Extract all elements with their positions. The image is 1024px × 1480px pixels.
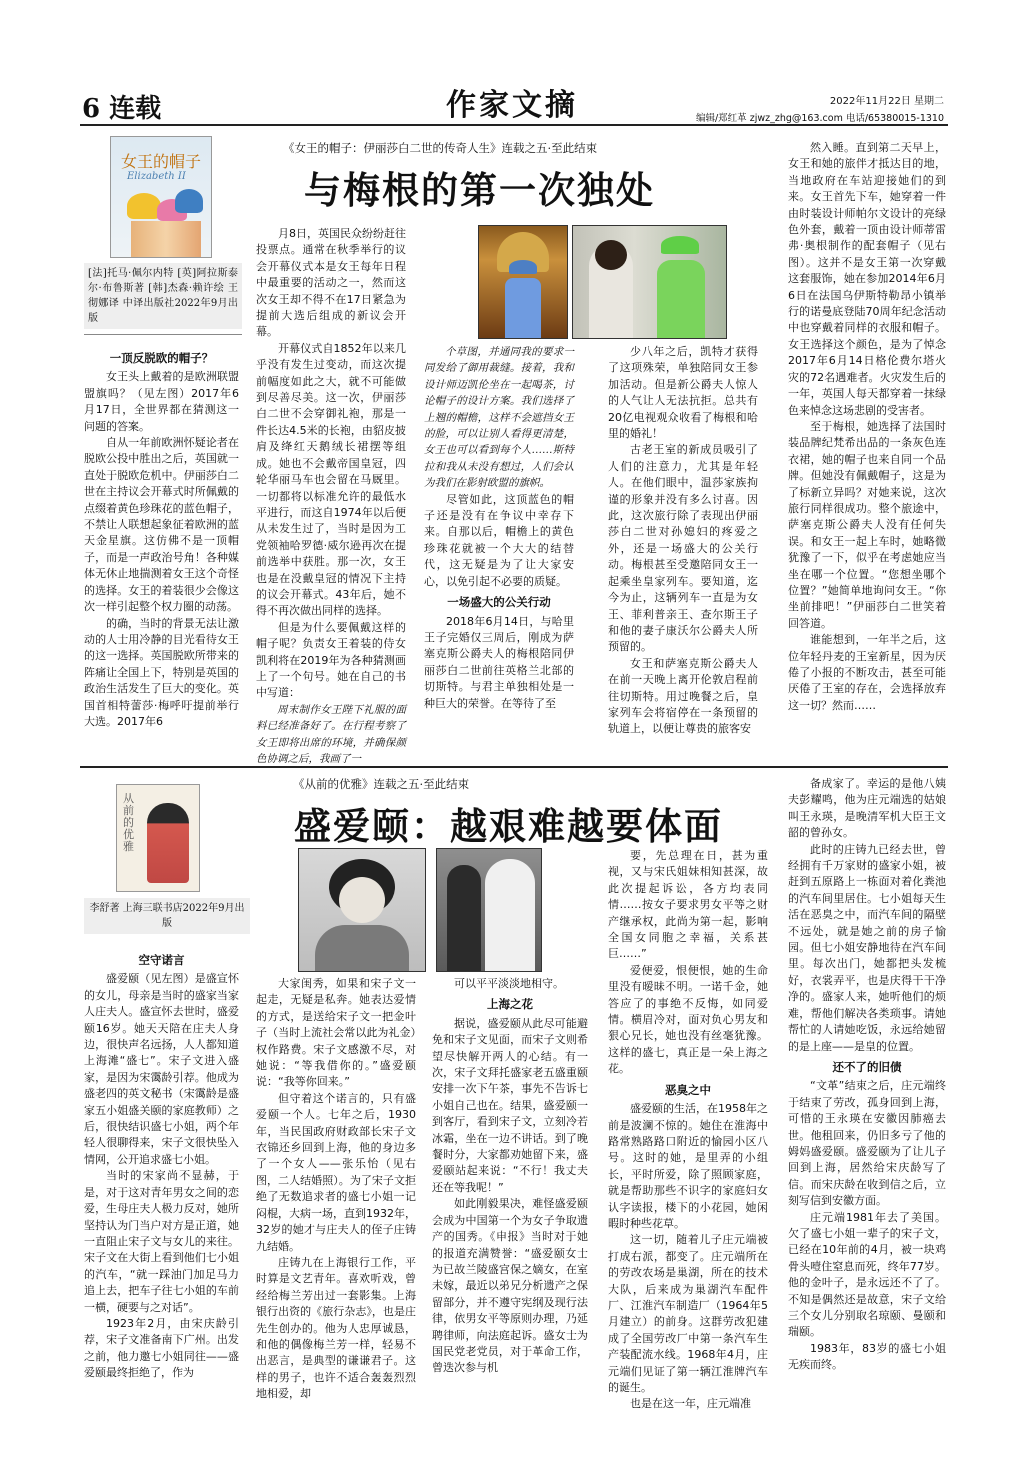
article1-column-2 <box>256 226 406 765</box>
article2-paragraph: 要，先总理在日，甚为重视，又与宋氏姐妹相知甚深，故此次提起诉讼，各方均表同情……按女子要求男女平等之财产继承权，此尚为第一起，影响全国女同胞之幸福，关系甚巨……” <box>608 849 768 961</box>
article1-book-info: [法]托马·佩尔内特 [英]阿拉斯泰尔·布鲁斯著 [韩]杰森·赖许绘 王彻娜译 中译出版社2022年9月出版 <box>84 263 242 329</box>
groom-figure <box>447 865 481 971</box>
article1-column-1 <box>84 346 239 750</box>
article1-paragraph: 古老王室的新成员吸引了人们的注意力，尤其是年轻人。在他们眼中，温莎家族拘谨的形象并没有多么讨喜。因此，这次旅行除了表现出伊丽莎白二世对孙媳妇的疼爱之外，还是一场盛大的公关行动。梅根甚至受邀陪同女王一起乘坐皇家列车。要知道，迄今为止，这辆列车一直是为女王、菲利普亲王、查尔斯王子和他的妻子康沃尔公爵夫人所预留的。 <box>608 443 758 654</box>
article1-paragraph: 少八年之后，凯特才获得了这项殊荣，单独陪同女王参加活动。但是新公爵夫人惊人的人气让人无法抗拒。总共有20亿电视观众收看了梅根和哈里的婚礼！ <box>608 345 758 441</box>
photo-queen-blue-hat <box>478 225 568 339</box>
article2-paragraph: 当时的宋家尚不显赫，于是，对于这对青年男女之间的恋爱，生母庄夫人极力反对，她所坚持认为门当户对方是正道，她一直阻止宋子文与女儿的来往。宋子文在大街上看到他们七小姐的汽车，“就一踩油门加足马力追上去，把车子往七小姐的车前一横，硬要与之对话”。 <box>84 1169 239 1314</box>
article2-paragraph: 如此刚毅果决，难怪盛爱颐会成为中国第一个为女子争取遗产的国秀。《申报》当时对于她的报道充满赞誉：“盛爱颐女士为已故兰陵盛宫保之嫡女，在室未嫁，最近以弟兄分析遗产之保留部分，并不遵守宪纲及现行法律，依男女平等原则办理，乃延聘律师，向法庭起诉。盛女士为国民党老党员，对于革命工作，曾迭次参与机 <box>432 1197 588 1375</box>
green-coat-shape <box>657 260 705 338</box>
editor-contact: 编辑/郑红革 zjwz_zhg@163.com 电话/65380015-1310 <box>695 113 944 124</box>
masthead-logo: 作家文摘 <box>446 88 578 123</box>
article1-paragraph: 开幕仪式自1852年以来几乎没有发生过变动，而这次提前幅度如此之大，就不可能做到尽善尽美。这一次，伊丽莎白二世不会穿御礼袍，那是一件长达4.5米的长袍，由貂皮披肩及绛红天鹅绒长裙摆等组成。她也不会戴帝国皇冠，四轮华丽马车也会留在马厩里。一切都将以标准允许的最低水平进行，而这自1974年以后便从未发生过了，当时是因为工党领袖哈罗德·威尔逊再次在提前选举中获胜。那一次，女王也是在没戴皇冠的情况下主持的议会开幕式。43年后，她不得不再次做出同样的选择。 <box>256 341 406 618</box>
article1-title: 与梅根的第一次独处 <box>304 168 655 212</box>
article1-paragraph: 尽管如此，这顶蓝色的帽子还是没有在争议中幸存下来。自那以后，帽檐上的黄色珍珠花就被一个大大的结替代，这无疑是为了让大家安心，以免引起不必要的质疑。 <box>424 492 574 588</box>
green-hat-shape <box>661 236 699 254</box>
article1-quote: 个草图，并通同我的要求一同发给了御用裁缝。接着，我和设计师迈凯伦坐在一起喝茶，讨论帽子的设计方案。我们选择了上翘的帽檐，这样不会遮挡女王的脸，可以让别人看得更清楚，女王也可以看到每个人……斯特拉和我从未没有想过，人们会认为我们在影射欧盟的旗帜。 <box>424 346 574 490</box>
article2-paragraph: 据说，盛爱颐从此尽可能避免和宋子文见面，而宋子文则希望尽快解开两人的心结。有一次，宋子文拜托盛家老五盛重颐安排一次下午茶，事先不告诉七小姐自己也在。结果，盛爱颐一到客厅，看到宋子文，立刻冷若冰霜，坐在一边不讲话。到了晚餐时分，大家都劝她留下来，盛爱颐站起来说：“不行！我丈夫还在等我呢！” <box>432 1016 588 1194</box>
article2-book-info: 李舒著 上海三联书店2022年9月出版 <box>84 898 250 934</box>
hat-illustration-yellow <box>127 193 161 219</box>
article1-paragraph: 女王头上戴着的是欧洲联盟盟旗吗？（见左图）2017年6月17日，全世界都在猜测这一问题的答案。 <box>84 370 239 433</box>
article1-column-5 <box>788 140 946 750</box>
article1-paragraph: 2018年6月14日，与哈里王子完婚仅三周后，刚成为萨塞克斯公爵夫人的梅根陪同伊丽莎白二世前往英格兰北部的切斯特。与君主单独相处是一种巨大的荣誉。在等待了至 <box>424 614 574 710</box>
cover-title: 女王的帽子 <box>121 152 202 171</box>
article1-quote: 周末制作女王陛下礼服的面料已经准备好了。在行程考察了女王即将出席的环境，并确保颜色协调之后，我画了一 <box>256 703 406 765</box>
article1-paragraph: 自从一年前欧洲怀疑论者在脱欧公投中胜出之后，英国就一直处于脱欧危机中。伊丽莎白二世在主持议会开幕式时所佩戴的点缀着黄色珍珠花的蓝色帽子，不禁让人联想起象征着欧洲的蓝天金星旗。这仿佛不是一顶帽子，而是一声政治号角！各种媒体无休止地揣测着女王这个奇怪的选择。女王的着装很少会像这次一样引起整个权力圈的动荡。 <box>84 436 239 614</box>
meghan-hair <box>595 240 627 270</box>
article2-column-4 <box>608 848 768 1448</box>
article2-paragraph: 可以平平淡淡地相守。 <box>454 977 564 990</box>
article2-paragraph: 此时的庄铸九已经去世，曾经拥有千万家财的盛家小姐，被赶到五原路上一栋面对着化粪池的汽车间里居住。七小姐每天生活在恶臭之中，而汽车间的隔壁不远处，就是她之前的房子愉园。但七小姐安静地待在汽车间里。每次出门，她都把头发梳好，衣裳弄平，也是庆得干干净净的。盛家人来，她听他们的烦难，帮他们解决各类琐事。请她帮忙的人请她吃饭，永远给她留的是上座——是皇的位置。 <box>788 842 946 1053</box>
article2-paragraph: 爱便爱，恨便恨，她的生命里没有暧昧不明。一诺千金，她答应了的事绝不反悔，如同爱情。横眉冷对，面对负心男友和狠心兄长，她也没有丝毫犹豫。这样的盛七，真正是一朵上海之花。 <box>608 963 768 1076</box>
hat-illustration-blue <box>175 189 203 213</box>
article1-column-3 <box>424 344 574 750</box>
article2-subhead-3: 恶臭之中 <box>665 1082 711 1097</box>
page-number: 6 连载 <box>82 94 162 124</box>
book-cover-former-elegance <box>116 784 200 892</box>
article2-subhead-2: 上海之花 <box>487 997 533 1012</box>
photo-queen-and-meghan <box>572 225 727 339</box>
article2-paragraph: 庄元端1981年去了美国。欠了盛七小姐一辈子的宋子文，已经在10年前的4月，被一块鸡骨头噎住窒息而死，终年77岁。他的金叶子，是永远还不了了。不知是偶然还是故意，宋子文给三个女儿分别取名琼颐、曼颐和瑞颐。 <box>788 1210 946 1339</box>
caption-rule <box>84 334 242 335</box>
article1-series: 《女王的帽子：伊丽莎白二世的传奇人生》连载之五·至此结束 <box>283 141 598 155</box>
header-rule <box>80 124 948 126</box>
article2-paragraph: 庄铸九在上海银行工作，平时算是文艺青年。喜欢听戏，曾经给梅兰芳出过一套影集。上海银行出资的《旅行杂志》，也是庄先生创办的。他为人忠厚诚恳，和他的偶像梅兰芳一样，轻易不出恶言，是典型的谦谦君子。这样的男子，也许不适合轰轰烈烈地相爱，却 <box>256 1255 416 1401</box>
article1-paragraph: 但是为什么要佩戴这样的帽子呢？负责女王着装的侍女凯利将在2019年为各种猜测画上了一个句号。她在自己的书中写道： <box>256 620 406 700</box>
article1-paragraph: 月8日，英国民众纷纷赶往投票点。通常在秋季举行的议会开幕仪式本是女王每年日程中最重要的活动之一，然而这次女王却不得不在17日紧急为提前大选后组成的新议会开幕。 <box>256 227 406 339</box>
blue-hat-shape <box>509 260 537 274</box>
article2-paragraph: 1983年，83岁的盛七小姐无疾而终。 <box>788 1341 946 1372</box>
article2-column-3 <box>432 976 588 1448</box>
portrait-dress <box>315 925 409 971</box>
article2-paragraph: 1923年2月，由宋庆龄引荐，宋子文准备南下广州。出发之前，他力邀七小姐同往——盛爱颐最终拒绝了，作为 <box>84 1316 239 1380</box>
article1-paragraph: 谁能想到，一年半之后，这位年轻丹麦的王室新星，因为厌倦了小报的不断攻击，甚至可能厌倦了王室的存在，会选择放弃这一切？然而…… <box>788 633 946 712</box>
article1-paragraph: 然入睡。直到第二天早上，女王和她的旅伴才抵达目的地，当地政府在车站迎接她们的到来。女王首先下车，她穿着一件由时装设计师帕尔文设计的亮绿色外套，戴着一顶由设计师蒂雷弗·奥根制作的配套帽子（见右图）。这并不是女王第一次穿戴这套服饰，她在参加2014年6月6日在法国乌伊斯特勒昂小镇举行的诺曼底登陆70周年纪念活动中也穿戴着同样的衣服和帽子。女王选择这个颜色，是为了悼念2017年6月14日格伦费尔塔火灾的72名遇难者。火灾发生后的一年，英国人每天都穿着一抹绿色来悼念这场悲剧的受害者。 <box>788 141 946 417</box>
article1-subhead-1: 一顶反脱欧的帽子？ <box>109 351 214 365</box>
article2-title: 盛爱颐：越艰难越要体面 <box>294 804 723 848</box>
article2-subhead-4: 还不了的旧债 <box>832 1059 902 1074</box>
photo-wedding-couple <box>436 848 542 972</box>
article2-column-2 <box>256 976 416 1448</box>
article1-paragraph: 的确，当时的背景无法让激动的人士用冷静的目光看待女王的这一选择。英国脱欧所带来的阵痛让全国上下，特别是英国的政治生活发生了巨大的变化。英国首相特蕾莎·梅呼吁提前举行大选。2017年6 <box>84 616 239 728</box>
article2-paragraph: 备成家了。幸运的是他八姨夫彭耀鸣，他为庄元端选的姑娘叫王永瑛，是晚清军机大臣王文韶的曾孙女。 <box>788 777 946 840</box>
article2-subhead-1: 空守诺言 <box>138 953 185 967</box>
article-divider <box>80 766 948 768</box>
article1-subhead-2: 一场盛大的公关行动 <box>447 595 551 610</box>
article1-paragraph: 至于梅根，她选择了法国时装品牌纪梵希出品的一条灰色连衣裙，她的帽子也来自同一个品牌。但她没有佩戴帽子，这是为了标新立异吗？对她来说，这次旅行同样很成功。整个旅途中，萨塞克斯公爵夫人没有任何失误。和女王一起上车时，她略微犹豫了一下，似乎在考虑她应当坐在哪一个位置。“您想坐哪个位置？”她简单地询问女王。“你坐前排吧！”伊丽莎白二世笑着回答道。 <box>788 419 946 630</box>
article2-paragraph: 但守着这个诺言的，只有盛爱颐一个人。七年之后，1930年，当民国政府财政部长宋子文衣锦还乡回到上海，他的身边多了一个女人——张乐怡（见右图，二人结婚照）。为了宋子文拒绝了无数追求者的盛七小姐一记闷棍，大病一场，直到1932年，32岁的她才与庄夫人的侄子庄铸九结婚。 <box>256 1091 416 1253</box>
cover-lady-figure <box>147 803 189 883</box>
article2-paragraph: 大家闺秀，如果和宋子文一起走，无疑是私奔。她表达爱情的方式，是送给宋子文一把金叶子（当时上流社会常以此为礼金）权作路费。宋子文感激不尽，对她说：“等我借你的。”盛爱颐说：“我等你回来。” <box>256 977 416 1089</box>
article2-column-5 <box>788 776 946 1448</box>
portrait-face <box>339 877 385 923</box>
issue-date: 2022年11月22日 星期二 <box>829 96 944 107</box>
cover-title: 从前的优雅 <box>123 792 134 853</box>
book-cover-queens-hat <box>110 136 212 258</box>
article2-column-1 <box>84 948 239 1448</box>
cover-subtitle: Elizabeth II <box>127 171 186 182</box>
article2-paragraph: “文革”结束之后，庄元端终于结束了劳改，孤身回到上海，可惜的王永瑛在安徽因肺癌去世。他租回来，仍旧多亏了他的姆妈盛爱颐。盛爱颐为了让儿子回到上海，居然给宋庆龄写了信。而宋庆龄在收到信之后，立刻写信到安徽方面。 <box>788 1079 946 1208</box>
blue-coat-shape <box>505 278 541 338</box>
article1-column-4 <box>608 344 758 750</box>
article2-paragraph: 盛爱颐（见左图）是盛宣怀的女儿，母亲是当时的盛家当家人庄夫人。盛宣怀去世时，盛爱颐16岁。她天天陪在庄夫人身边，很快声名远扬，人人都知道上海滩“盛七”。宋子文进入盛家，是因为宋霭龄引荐。他成为盛老四的英文秘书（宋霭龄是盛家五小姐盛关颐的家庭教师）之后，很快结识盛七小姐，两个年轻人很聊得来，宋子文很快坠入情网，公开追求盛七小姐。 <box>84 972 239 1166</box>
article2-paragraph: 这一切，随着儿子庄元端被打成右派，都变了。庄元端所在的劳改农场是巢湖，所在的技术大队，后来成为巢湖汽车配件厂、江淮汽车制造厂（1964年5月建立）的前身。这群劳改犯建成了全国劳改厂中第一条汽车生产装配流水线。1968年4月，庄元端们见证了第一辆江淮牌汽车的诞生。 <box>608 1233 768 1394</box>
cover-figures <box>131 221 201 257</box>
article2-series: 《从前的优雅》连载之五·至此结束 <box>293 777 470 791</box>
article2-paragraph: 盛爱颐的生活，在1958年之前是波澜不惊的。她住在淮海中路常熟路路口附近的愉园小区八号。这时的她，是里弄的小组长，平时所爱，除了照顾家庭，就是帮助那些不识字的家庭妇女认字读报，楼下的小花园，她闲暇时种些花草。 <box>608 1102 768 1230</box>
bride-figure <box>485 859 535 971</box>
photo-sheng-aiyi-portrait <box>298 848 426 972</box>
article2-paragraph: 也是在这一年，庄元端准 <box>630 1397 751 1411</box>
article1-paragraph: 女王和萨塞克斯公爵夫人在前一天晚上离开伦敦启程前往切斯特。用过晚餐之后，皇家列车会将宿停在一条预留的轨道上，以便让尊贵的旅客安 <box>608 656 758 736</box>
